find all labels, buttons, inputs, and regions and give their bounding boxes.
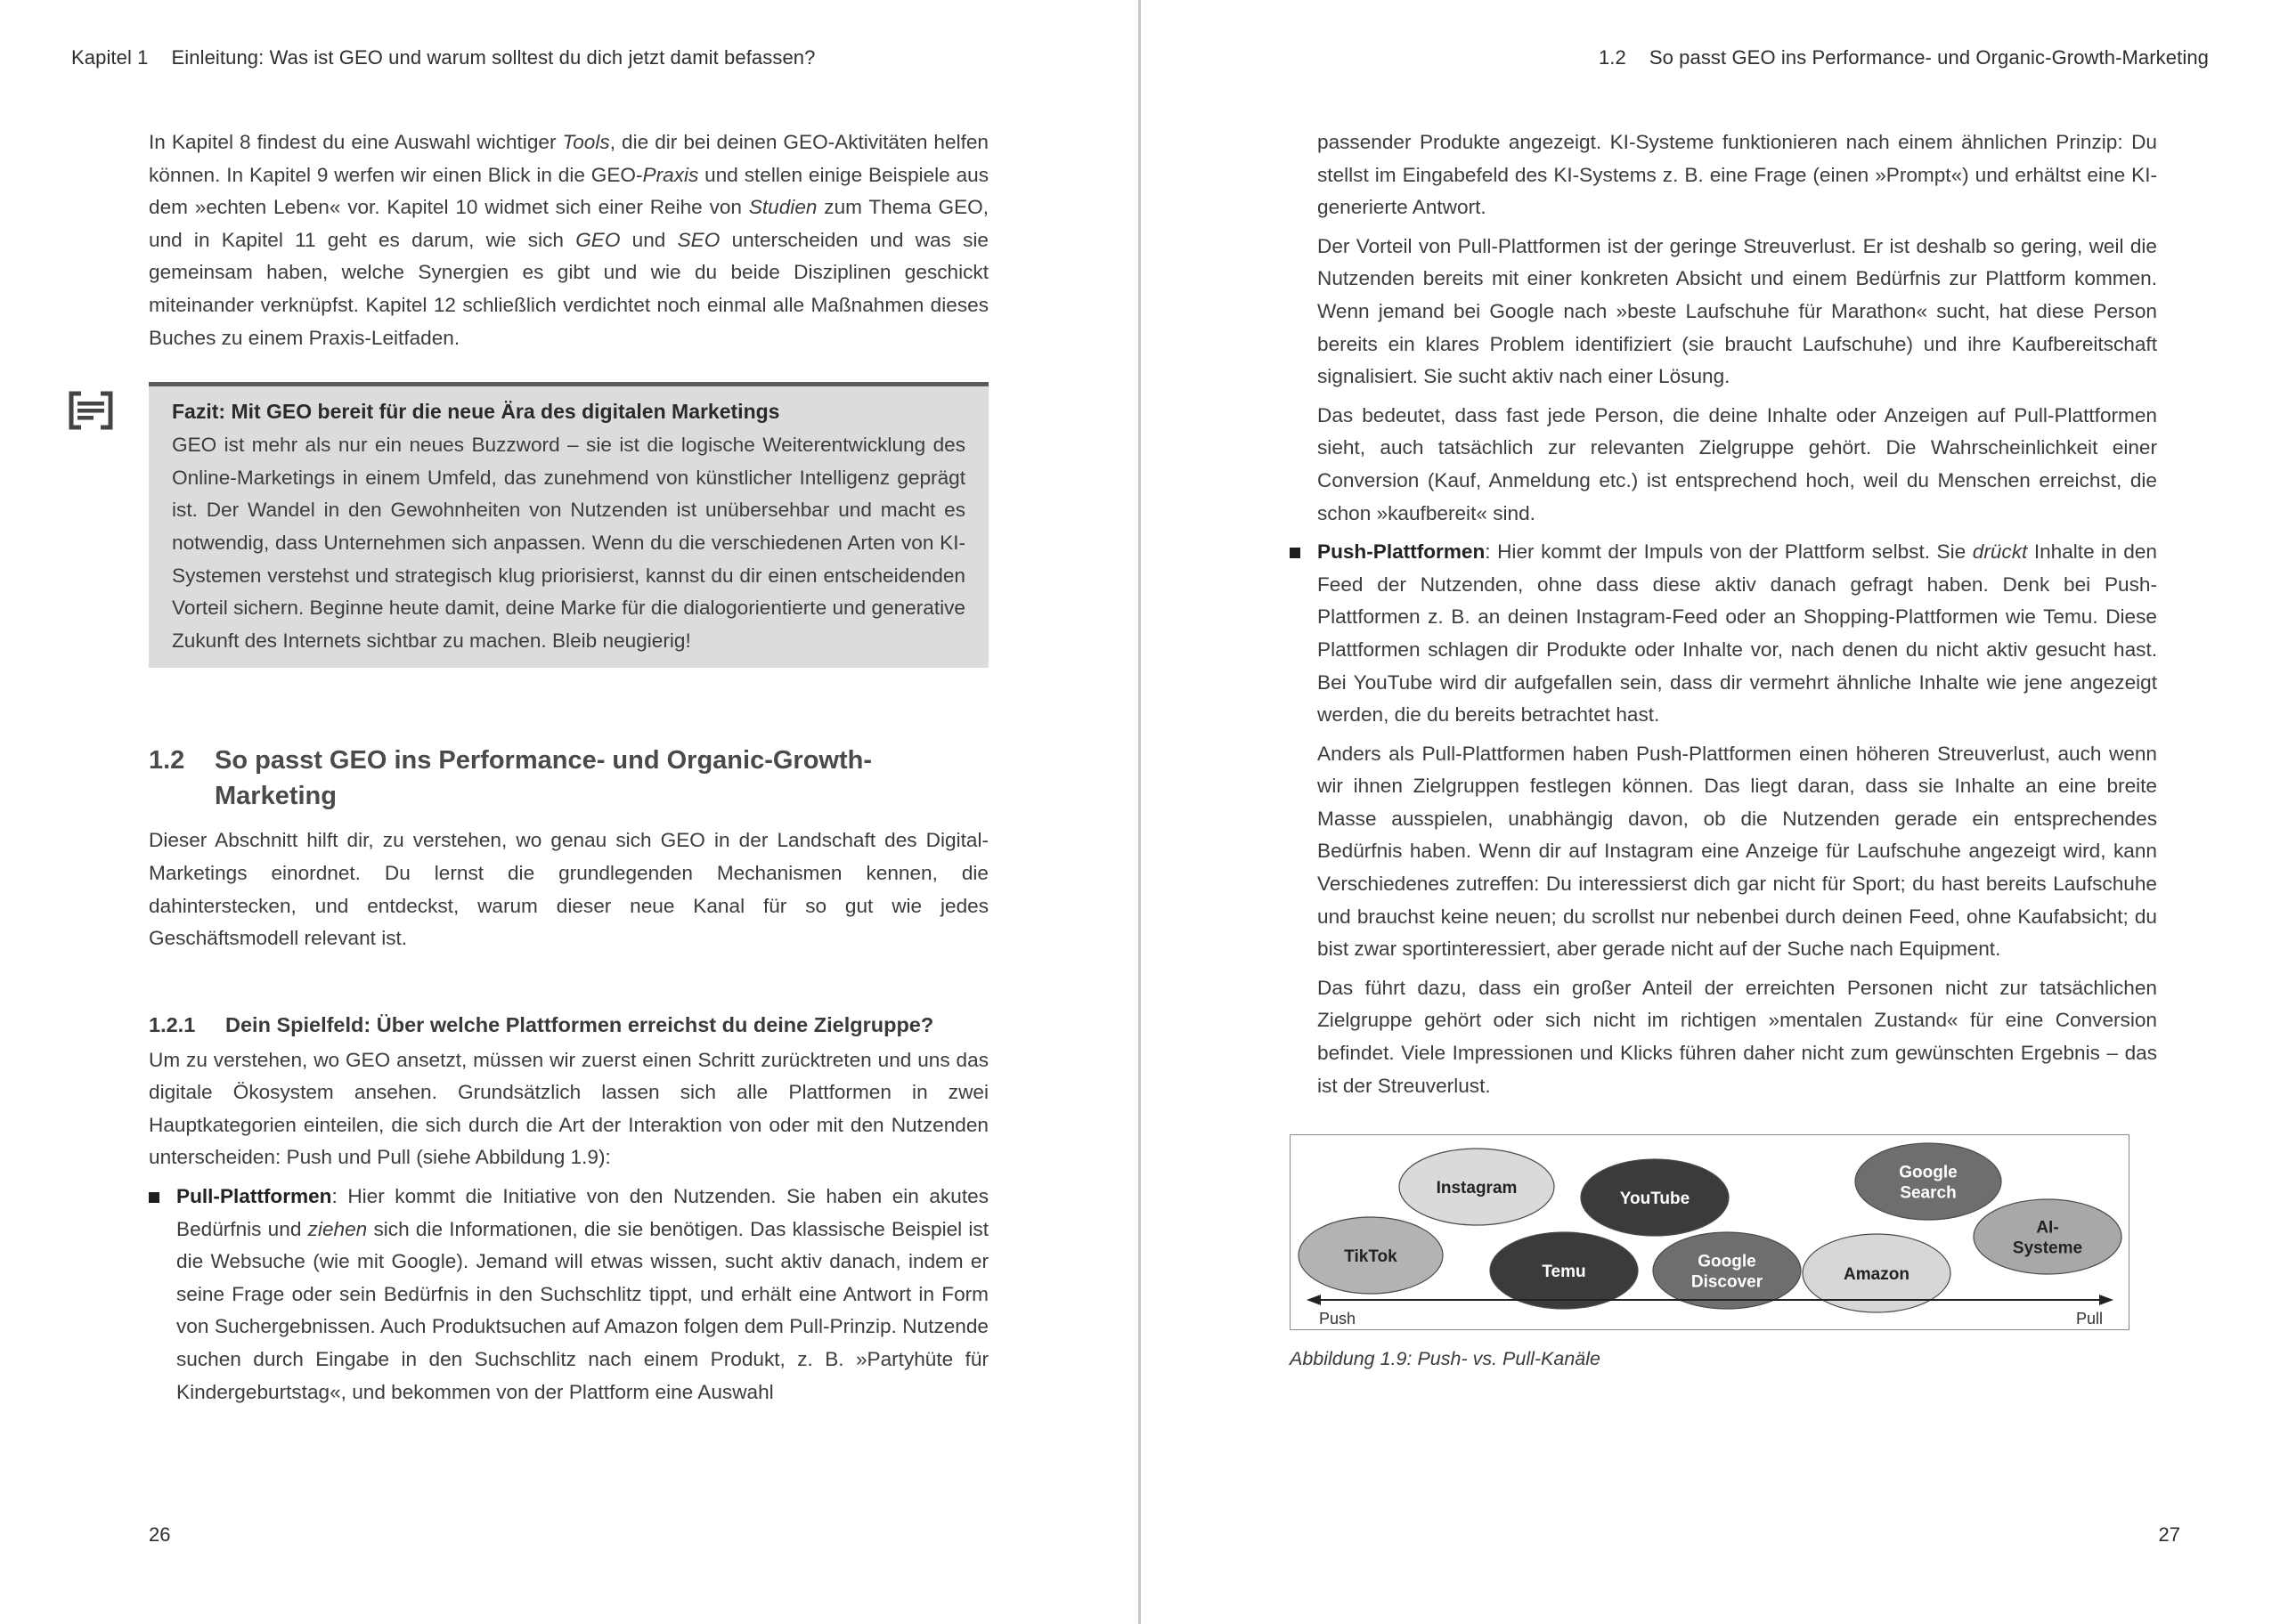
push-pull-figure	[1290, 1134, 2129, 1330]
platform-label-aisysteme: Systeme	[2012, 1238, 2083, 1258]
section-label: 1.2	[1598, 46, 1626, 69]
bullet-list	[149, 1181, 989, 1409]
paragraph: Anders als Pull-Plattformen haben Push-Plattformen einen höheren Streuverlust, auch wenn wir ihnen Zielgruppen festlegen können. Das liegt daran, dass sie Inhalte an eine breite Masse ausspielen, unabhängig davon, ob die Nutzenden gerade ein entsprechendes Bedürfnis haben. Wenn dir auf Instagram eine Anzeige für Laufschuhe angezeigt wird, kann Verschiedenes zutreffen: Du interessierst dich gar nicht für Sport; du hast bereits Laufschuhe und brauchst keine neuen; du scrollst nur nebenbei durch deinen Feed, ohne Kaufabsicht; du bist zwar sportinteressiert, aber gerade nicht auf der Suche nach Equipment.	[1317, 742, 2157, 961]
platform-label-googlesearch: Google	[1899, 1163, 1958, 1182]
left-page	[0, 0, 1138, 1624]
subsection-title: Dein Spielfeld: Über welche Plattformen erreichst du deine Zielgruppe?	[225, 1012, 934, 1036]
intro-paragraph: In Kapitel 8 findest du eine Auswahl wichtiger Tools, die dir bei deinen GEO-Aktivitäten helfen können. In Kapitel 9 werfen wir einen Blick in die GEO-Praxis und stellen einige Beispiele aus dem »echten Leben« vor. Kapitel 10 widmet sich einer Reihe von Studien zum Thema GEO, und in Kapitel 11 geht es darum, wie sich GEO und SEO unterscheiden und was sie gemeinsam haben, welche Synergien es gibt und wie du beide Disziplinen geschickt miteinander verknüpfst. Kapitel 12 schließlich verdichtet noch einmal alle Maßnahmen dieses Buches zu einem Praxis-Leitfaden.	[149, 131, 989, 349]
bullet-term: Push-Plattformen	[1317, 540, 1486, 564]
platform-label-googlediscover: Discover	[1690, 1272, 1763, 1292]
section-header-title: So passt GEO ins Performance- und Organic-Growth-Marketing	[1649, 46, 2209, 69]
platform-label-amazon: Amazon	[1844, 1265, 1910, 1285]
list-item-pull: Pull-Plattformen: Hier kommt die Initiative von den Nutzenden. Sie haben ein akutes Bedürfnis und ziehen sich die Informationen, die sie benötigen. Das klassische Beispiel ist die Websuche (wie mit Google). Jemand will etwas wissen, sucht aktiv danach, indem er seine Frage oder sein Bedürfnis in den Suchschlitz tippt, und erhält eine Antwort in Form von Suchergebnissen. Auch Produktsuchen auf Amazon folgen dem Pull-Prinzip. Nutzende suchen durch Eingabe in den Suchschlitz nach einem Produkt, z. B. »Partyhüte für Kindergeburtstag«, und bekommen von der Plattform eine Auswahl	[149, 1181, 989, 1409]
figure-caption: Abbildung 1.9: Push- vs. Pull-Kanäle	[1290, 1348, 1600, 1370]
paragraph: passender Produkte angezeigt. KI-Systeme funktionieren nach einem ähnlichen Prinzip: Du stellst im Eingabefeld des KI-Systems z. B. eine Frage (einen »Prompt«) und erhältst eine KI-generierte Antwort.	[1317, 131, 2157, 219]
subsection-number: 1.2.1	[149, 1012, 196, 1036]
platform-label-instagram: Instagram	[1436, 1179, 1518, 1198]
platform-label-tiktok: TikTok	[1344, 1247, 1397, 1267]
section-paragraph: Dieser Abschnitt hilft dir, zu verstehen, wo genau sich GEO in der Landschaft des Digital-Marketings einordnet. Du lernst die grundlegenden Mechanismen kennen, die dahinterstecken, und entdeckst, warum dieser neue Kanal für so gut wie jedes Geschäftsmodell relevant ist.	[149, 829, 989, 950]
running-header	[71, 46, 815, 69]
axis-arrow-left-icon	[1307, 1295, 1321, 1305]
left-column	[149, 126, 989, 1415]
subsection-paragraph: Um zu verstehen, wo GEO ansetzt, müssen wir zuerst einen Schritt zurücktreten und uns das digitale Ökosystem ansehen. Grundsätzlich lassen sich alle Plattformen in zwei Hauptkategorien einteilen, die sich durch die Art der Interaktion von oder mit den Nutzenden unterscheiden: Push und Pull (siehe Abbildung 1.9):	[149, 1048, 989, 1169]
chapter-label: Kapitel 1	[71, 46, 149, 69]
axis-arrow-right-icon	[2099, 1295, 2113, 1305]
page-number: 26	[149, 1523, 171, 1546]
paragraph: Das bedeutet, dass fast jede Person, die deine Inhalte oder Anzeigen auf Pull-Plattformen sieht, auch tatsächlich zur relevanten Zielgruppe gehört. Die Wahrscheinlichkeit einer Conversion (Kauf, Anmeldung etc.) ist entsprechend hoch, weil du Menschen erreichst, die schon »kaufbereit« sind.	[1317, 403, 2157, 524]
subsection-heading	[149, 1009, 989, 1041]
chapter-title: Einleitung: Was ist GEO und warum solltest du dich jetzt damit befassen?	[171, 46, 816, 69]
paragraph: Das führt dazu, dass ein großer Anteil der erreichten Personen nicht zur tatsächlichen Zielgruppe gehört oder sich nicht im richtigen »mentalen Zustand« für eine Conversion befindet. Viele Impressionen und Klicks führen daher nicht zum gewünschten Ergebnis – das ist der Streuverlust.	[1317, 976, 2157, 1097]
right-column	[1290, 126, 2157, 1370]
fazit-content	[149, 382, 989, 668]
platform-label-googlesearch: Search	[1900, 1183, 1957, 1203]
platform-diagram	[1291, 1135, 2129, 1329]
bullet-list	[1290, 536, 2157, 732]
fazit-box	[149, 382, 989, 668]
fazit-title: Fazit: Mit GEO bereit für die neue Ära des digitalen Marketings	[172, 400, 780, 424]
platform-label-googlediscover: Google	[1698, 1252, 1756, 1271]
section-number: 1.2	[149, 746, 185, 775]
paragraph: Der Vorteil von Pull-Plattformen ist der geringe Streuverlust. Er ist deshalb so gering, weil die Nutzenden bereits mit einer konkreten Absicht und einem Bedürfnis zur Plattform kommen. Wenn jemand bei Google nach »beste Laufschuhe für Marathon« sucht, hat diese Person bereits ein klares Problem identifiziert (sie braucht Laufschuhe) und ihre Kaufbereitschaft signalisiert. Sie sucht aktiv nach einer Lösung.	[1317, 234, 2157, 388]
summary-icon	[69, 391, 113, 430]
right-page	[1141, 0, 2280, 1624]
section-heading	[149, 743, 989, 814]
platform-label-aisysteme: AI-	[2036, 1218, 2059, 1238]
platform-label-temu: Temu	[1542, 1263, 1586, 1282]
axis-label-pull: Pull	[2075, 1310, 2103, 1328]
section-title: So passt GEO ins Performance- und Organic-Growth-Marketing	[215, 746, 872, 811]
bullet-term: Pull-Plattformen	[176, 1185, 332, 1208]
list-item-push: Push-Plattformen: Hier kommt der Impuls von der Plattform selbst. Sie drückt Inhalte in den Feed der Nutzenden, ohne dass diese aktiv danach gefragt haben. Denk bei Push-Plattformen z. B. an deinen Instagram-Feed oder an Shopping-Plattformen wie Temu. Diese Plattformen schlagen dir Produkte oder Inhalte vor, nach denen du nicht aktiv gesucht hast. Bei YouTube wird dir aufgefallen sein, dass dir vermehrt ähnliche Inhalte wie jene angezeigt werden, die du bereits betrachtet hast.	[1290, 536, 2157, 732]
page-number: 27	[2158, 1523, 2180, 1546]
platform-label-youtube: YouTube	[1619, 1190, 1690, 1209]
running-header	[1599, 46, 2209, 69]
axis-label-push: Push	[1319, 1310, 1356, 1328]
fazit-body: GEO ist mehr als nur ein neues Buzzword – sie ist die logische Weiterentwicklung des Online-Marketings in einem Umfeld, das zunehmend von künstlicher Intelligenz geprägt ist. Der Wandel in den Gewohnheiten von Nutzenden ist unübersehbar und macht es notwendig, dass Unternehmen sich anpassen. Wenn du die verschiedenen Arten von KI-Systemen verstehst und strategisch klug priorisierst, kannst du dir einen entscheidenden Vorteil sichern. Beginne heute damit, deine Marke für die dialogorientierte und generative Zukunft des Internets sichtbar zu machen. Bleib neugierig!	[172, 434, 965, 652]
